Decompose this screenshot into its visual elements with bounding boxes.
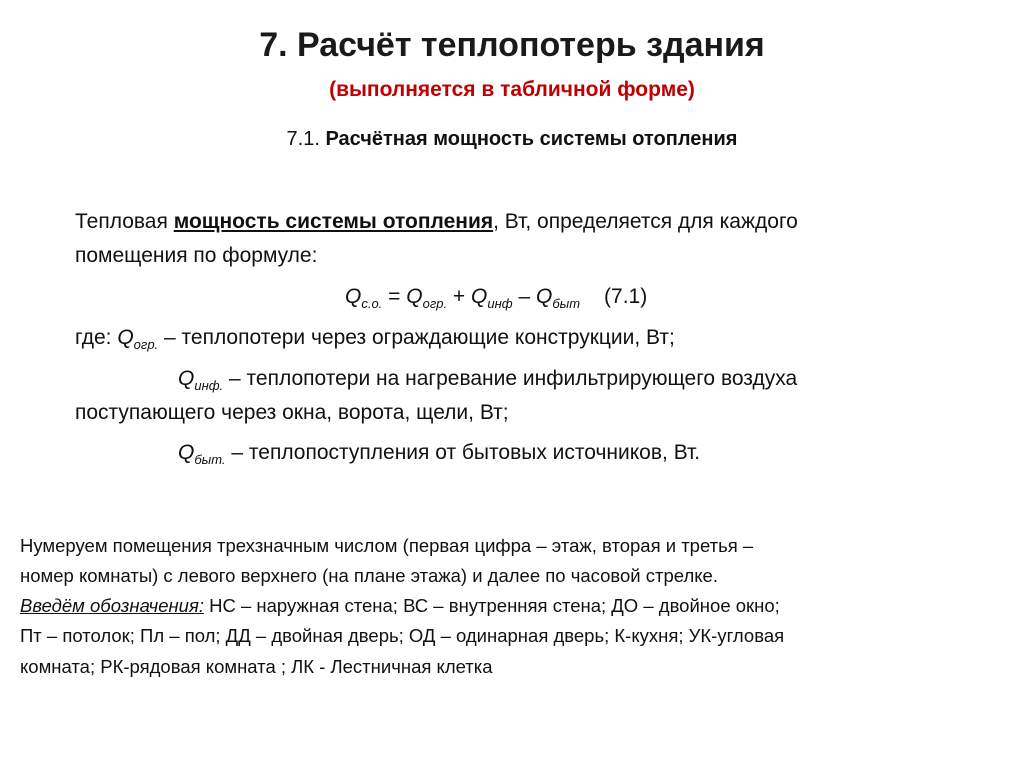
formula-number: (7.1) — [604, 285, 648, 308]
section-heading — [0, 128, 1024, 151]
def2-q: Q — [178, 367, 195, 390]
slide-title: 7. Расчёт теплопотерь здания — [259, 26, 765, 64]
def1-sub: огр. — [133, 337, 159, 352]
definition-2 — [178, 367, 797, 393]
formula-sub3: инф — [487, 296, 513, 311]
notation-label: Введём обозначения: — [20, 595, 204, 616]
slide-subtitle: (выполняется в табличной форме) — [329, 78, 695, 101]
formula-q1: Q — [345, 285, 362, 308]
formula-q3: Q — [471, 285, 488, 308]
intro-after: , Вт, определяется для каждого — [493, 210, 798, 233]
definition-3 — [178, 441, 700, 467]
definition-1 — [75, 326, 675, 352]
formula-plus: + — [447, 285, 472, 308]
def3-q: Q — [178, 441, 195, 464]
formula — [345, 285, 647, 311]
formula-q2: Q — [406, 285, 423, 308]
formula-sub2: огр. — [422, 296, 448, 311]
formula-minus: – — [512, 285, 536, 308]
note-line-4: Пт – потолок; Пл – пол; ДД – двойная дверь; ОД – одинарная дверь; К-кухня; УК-угловая — [20, 625, 785, 646]
section-title: Расчётная мощность системы отопления — [325, 128, 738, 150]
intro-line-2: помещения по формуле: — [75, 244, 318, 267]
formula-sub1: с.о. — [361, 296, 383, 311]
where-label: где: — [75, 326, 118, 349]
note-line-3-rest: НС – наружная стена; ВС – внутренняя стена; ДО – двойное окно; — [203, 595, 780, 616]
intro-before: Тепловая — [75, 210, 174, 233]
def2-sub: инф. — [194, 378, 224, 393]
def3-text: – теплопоступления от бытовых источников, Вт. — [225, 441, 701, 464]
def3-sub: быт. — [194, 452, 226, 467]
intro-line-1 — [75, 210, 798, 234]
def1-text: – теплопотери через ограждающие конструкции, Вт; — [158, 326, 675, 349]
definition-2-line-2: поступающего через окна, ворота, щели, Вт; — [75, 401, 509, 424]
note-line-5: комната; РК-рядовая комната ; ЛК - Лестничная клетка — [20, 656, 493, 677]
formula-sub4: быт — [552, 296, 581, 311]
formula-q4: Q — [535, 285, 553, 308]
formula-eq: = — [382, 285, 407, 308]
def2-text: – теплопотери на нагревание инфильтрирующего воздуха — [223, 367, 798, 390]
note-line-2: номер комнаты) с левого верхнего (на плане этажа) и далее по часовой стрелке. — [20, 565, 718, 586]
note-line-1: Нумеруем помещения трехзначным числом (первая цифра – этаж, вторая и третья – — [20, 535, 754, 556]
def1-q: Q — [117, 326, 134, 349]
section-number: 7.1. — [286, 128, 320, 150]
intro-term: мощность системы отопления — [173, 210, 494, 233]
note-line-3 — [20, 595, 780, 617]
